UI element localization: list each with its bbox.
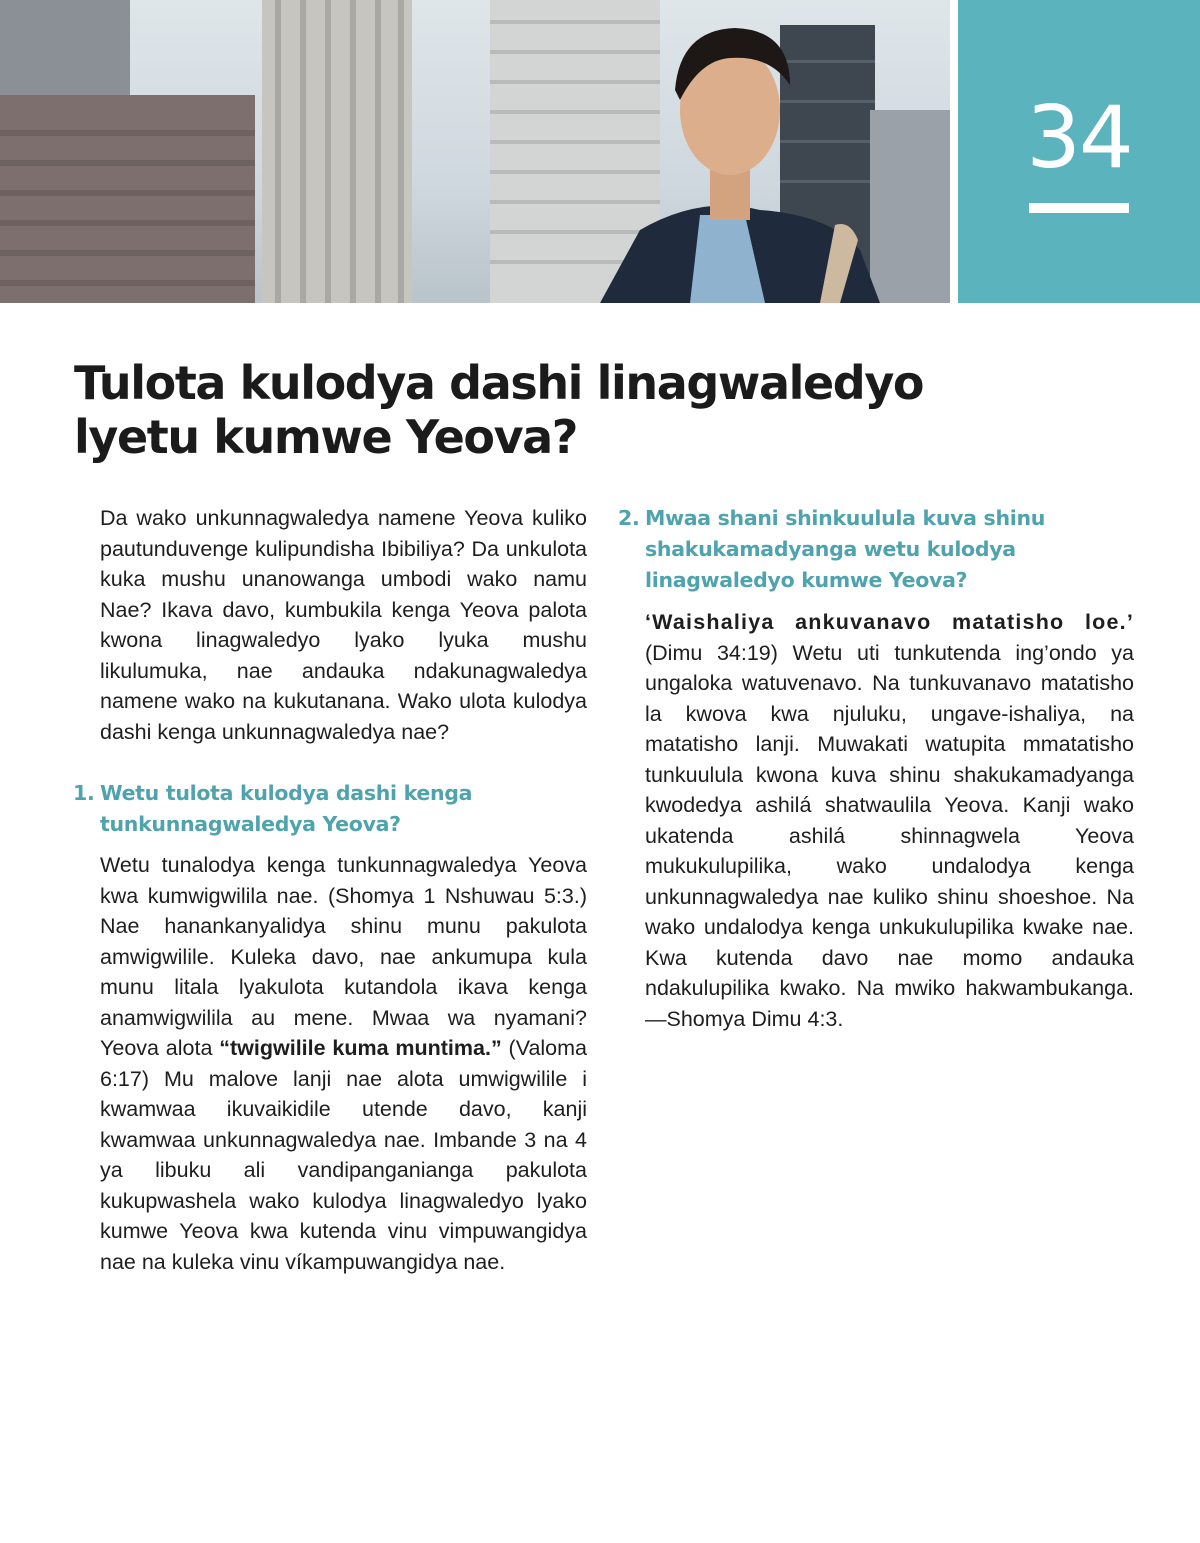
- hero-photo: [0, 0, 950, 303]
- tower-left-brick: [0, 95, 255, 303]
- intro-paragraph: Da wako unkunnagwaledya namene Yeova kuliko pautunduvenge kulipundisha Ibibiliya? Da unkulota kuka mushu unanowanga umbodi wako namu Nae? Ikava davo, kumbukila kenga Yeova palota kwona linagwaledyo lyako lyuka mushu likulumuka, nae andauka ndakunagwaledya namene wako na kukutanana. Wako ulota kulodya dashi kenga unkunnagwaledya nae?: [100, 506, 587, 744]
- question-2-text: Mwaa shani shinkuulula kuva shinu shakukamadyanga wetu kulodya linagwaledyo kumwe Yeova?: [645, 506, 1046, 592]
- question-2-number: 2.: [618, 506, 640, 530]
- chapter-number: 34: [1026, 88, 1132, 188]
- question-2: [618, 503, 1134, 596]
- answer-1-text-a: Wetu tunalodya kenga tunkunnagwaledya Yeova kwa kumwigwilila nae. (Shomya 1 Nshuwau 5:3.) Nae hanankanyalidya shinu munu pakulota amwigwilile. Kuleka davo, nae ankumupa kula munu litala lyakulota kutandola ikava kenga anamwigwilila au mene. Mwaa wa nyamani? Yeova alota: [100, 853, 587, 1060]
- answer-2-lead: ‘Waishaliya ankuvanavo matatisho loe.’: [645, 610, 1134, 634]
- chapter-number-underline: [1029, 203, 1129, 213]
- left-column: [73, 503, 588, 1277]
- page-title: [74, 356, 974, 464]
- answer-1-quote: “twigwilile kuma muntima.”: [219, 1036, 502, 1060]
- tower-left-top: [0, 0, 130, 110]
- tower-right-light: [870, 110, 950, 303]
- tower-center: [262, 0, 412, 303]
- right-column: [618, 503, 1134, 1034]
- answer-1-paragraph: [100, 850, 587, 1277]
- chapter-number-panel: [958, 0, 1200, 303]
- title-line-1: Tulota kulodya dashi linagwaledyo: [74, 356, 924, 410]
- question-1-number: 1.: [73, 781, 95, 805]
- city-portrait-illustration: [0, 0, 950, 303]
- title-line-2: lyetu kumwe Yeova?: [74, 410, 578, 464]
- answer-2-paragraph: [645, 607, 1134, 1034]
- answer-1-text-b: (Valoma 6:17) Mu malove lanji nae alota umwigwilile i kwamwaa ikuvaikidile utende davo, kanji kwamwaa unkunnagwaledya nae. Imbande 3 na 4 ya libuku ali vandipanganianga pakulota kukupwashela wako kulodya linagwaledyo lyako kumwe Yeova kwa kutenda vinu vimpuwangidya nae na kuleka vinu víkampuwangidya nae.: [100, 1036, 588, 1274]
- question-1-text: Wetu tulota kulodya dashi kenga tunkunnagwaledya Yeova?: [100, 781, 473, 836]
- answer-2-text: (Dimu 34:19) Wetu uti tunkutenda ing’ondo ya ungaloka watuvenavo. Na tunkuvanavo matatisho la kwova kwa njuluku, ungave-ishaliya, na matatisho lanji. Muwakati watupita mmatatisho tunkuulula kwona kuva shinu shakukamadyanga kwodedya ashilá shatwaulila Yeova. Kanji wako ukatenda ashilá shinnagwela Yeova mukukulupilika, wako undalodya kenga unkunnagwaledya nae kuliko shinu shoeshoe. Na wako undalodya kenga unkukulupilika kwake nae. Kwa kutenda davo nae momo andauka ndakulupilika kwako. Na mwiko hakwambukanga.—Shomya Dimu 4:3.: [645, 640, 1134, 1031]
- question-1: [73, 778, 587, 840]
